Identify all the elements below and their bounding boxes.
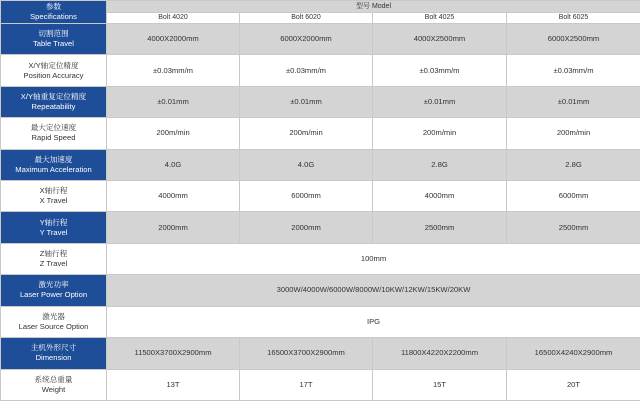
table-cell: 16500X4240X2900mm bbox=[507, 338, 640, 369]
model-name-cell: Bolt 4020 bbox=[107, 12, 240, 24]
row-label-en: Maximum Acceleration bbox=[15, 164, 92, 174]
row-label bbox=[1, 118, 107, 149]
table-cell: 13T bbox=[107, 369, 240, 401]
table-cell: 4.0G bbox=[240, 149, 373, 180]
table-cell: 2500mm bbox=[507, 212, 640, 243]
table-row bbox=[1, 149, 640, 180]
table-row bbox=[1, 118, 640, 149]
param-label-cn: 参数 bbox=[45, 2, 62, 12]
row-label-en: Repeatability bbox=[31, 102, 76, 112]
row-label-cn: 激光功率 bbox=[38, 280, 69, 290]
table-cell: 17T bbox=[240, 369, 373, 401]
table-cell: 2000mm bbox=[107, 212, 240, 243]
table-cell: ±0.03mm/m bbox=[507, 55, 640, 86]
specifications-header-cell bbox=[1, 1, 107, 24]
table-cell: 4000mm bbox=[373, 181, 507, 212]
row-label-en: Dimension bbox=[35, 353, 72, 363]
table-row bbox=[1, 55, 640, 86]
model-header-row bbox=[1, 1, 640, 13]
table-cell: 20T bbox=[507, 369, 640, 401]
row-label-en: Y Travel bbox=[39, 227, 68, 237]
row-label bbox=[1, 149, 107, 180]
row-label-en: Weight bbox=[41, 384, 66, 394]
table-cell: 11500X3700X2900mm bbox=[107, 338, 240, 369]
table-cell: 11800X4220X2200mm bbox=[373, 338, 507, 369]
table-row bbox=[1, 338, 640, 369]
table-cell: 6000X2000mm bbox=[240, 24, 373, 55]
table-cell: ±0.01mm bbox=[373, 86, 507, 117]
table-cell: ±0.01mm bbox=[507, 86, 640, 117]
table-row bbox=[1, 86, 640, 117]
row-label-cn: 主机外形尺寸 bbox=[30, 343, 77, 353]
table-cell: 2.8G bbox=[507, 149, 640, 180]
row-label bbox=[1, 306, 107, 337]
row-label bbox=[1, 275, 107, 306]
table-cell: 4000X2000mm bbox=[107, 24, 240, 55]
merged-cell: IPG bbox=[107, 306, 640, 337]
row-label-cn: 切割范围 bbox=[38, 29, 69, 39]
row-label bbox=[1, 181, 107, 212]
row-label-cn: Y轴行程 bbox=[39, 217, 68, 227]
row-label-en: Position Accuracy bbox=[23, 70, 84, 80]
row-label-cn: X/Y轴定位精度 bbox=[28, 60, 79, 70]
model-header-cell: 型号 Model bbox=[107, 1, 640, 13]
row-label-cn: 最大加速度 bbox=[34, 154, 73, 164]
table-cell: 4000mm bbox=[107, 181, 240, 212]
table-cell: ±0.03mm/m bbox=[373, 55, 507, 86]
row-label-cn: 系统总重量 bbox=[34, 374, 73, 384]
row-label bbox=[1, 369, 107, 401]
table-cell: ±0.03mm/m bbox=[240, 55, 373, 86]
row-label-cn: 激光器 bbox=[42, 311, 65, 321]
table-cell: ±0.03mm/m bbox=[107, 55, 240, 86]
row-label bbox=[1, 55, 107, 86]
table-cell: 2.8G bbox=[373, 149, 507, 180]
row-label-cn: X/Y轴重复定位精度 bbox=[20, 92, 87, 102]
row-label bbox=[1, 24, 107, 55]
row-label-cn: Z轴行程 bbox=[39, 249, 68, 259]
table-cell: 200m/min bbox=[240, 118, 373, 149]
table-cell: 6000mm bbox=[507, 181, 640, 212]
model-name-cell: Bolt 6025 bbox=[507, 12, 640, 24]
table-cell: 2500mm bbox=[373, 212, 507, 243]
row-label-cn: 最大定位速度 bbox=[30, 123, 77, 133]
table-row bbox=[1, 181, 640, 212]
row-label-en: Laser Power Option bbox=[19, 290, 88, 300]
table-row bbox=[1, 243, 640, 274]
table-row bbox=[1, 275, 640, 306]
table-row bbox=[1, 369, 640, 401]
table-row bbox=[1, 212, 640, 243]
table-cell: 4.0G bbox=[107, 149, 240, 180]
row-label bbox=[1, 243, 107, 274]
row-label bbox=[1, 212, 107, 243]
merged-cell: 3000W/4000W/6000W/8000W/10KW/12KW/15KW/20KW bbox=[107, 275, 640, 306]
table-cell: 2000mm bbox=[240, 212, 373, 243]
table-cell: 16500X3700X2900mm bbox=[240, 338, 373, 369]
row-label-en: Table Travel bbox=[33, 39, 74, 49]
row-label bbox=[1, 86, 107, 117]
model-name-cell: Bolt 4025 bbox=[373, 12, 507, 24]
row-label-en: Laser Source Option bbox=[18, 321, 89, 331]
param-label-en: Specifications bbox=[30, 12, 77, 22]
row-label bbox=[1, 338, 107, 369]
table-cell: ±0.01mm bbox=[107, 86, 240, 117]
table-row bbox=[1, 306, 640, 337]
merged-cell: 100mm bbox=[107, 243, 640, 274]
table-cell: 6000mm bbox=[240, 181, 373, 212]
row-label-en: Z Travel bbox=[39, 259, 68, 269]
table-cell: 15T bbox=[373, 369, 507, 401]
table-cell: 200m/min bbox=[507, 118, 640, 149]
table-cell: ±0.01mm bbox=[240, 86, 373, 117]
table-cell: 200m/min bbox=[107, 118, 240, 149]
table-cell: 200m/min bbox=[373, 118, 507, 149]
table-row bbox=[1, 24, 640, 55]
table-cell: 6000X2500mm bbox=[507, 24, 640, 55]
row-label-en: Rapid Speed bbox=[31, 133, 76, 143]
table-cell: 4000X2500mm bbox=[373, 24, 507, 55]
row-label-cn: X轴行程 bbox=[39, 186, 68, 196]
row-label-en: X Travel bbox=[39, 196, 68, 206]
model-name-cell: Bolt 6020 bbox=[240, 12, 373, 24]
